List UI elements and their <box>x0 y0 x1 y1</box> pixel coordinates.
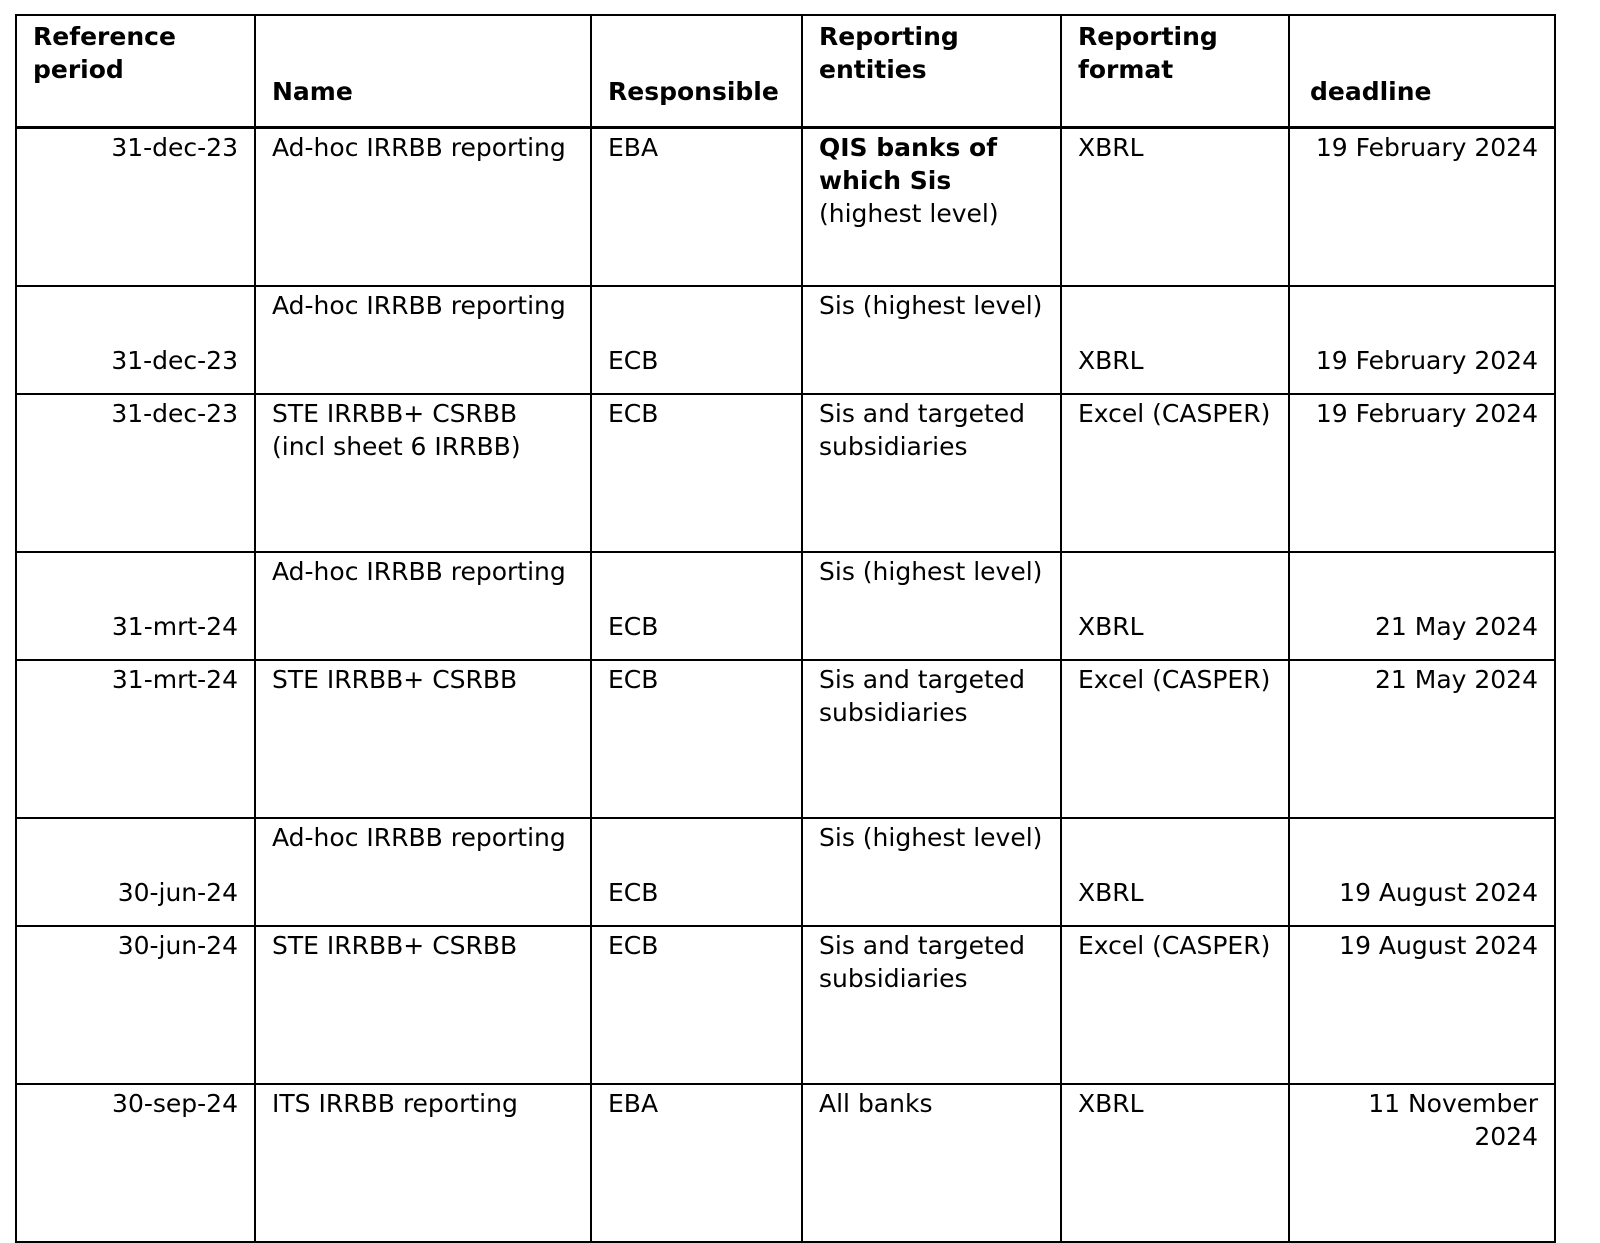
table-row <box>16 818 1555 926</box>
cell-deadline: 19 February 2024 <box>1289 286 1555 394</box>
header-reference-period: Reference period <box>16 15 255 128</box>
cell-format: XBRL <box>1061 552 1289 660</box>
cell-name: ITS IRRBB reporting <box>255 1084 591 1242</box>
table-row <box>16 394 1555 552</box>
cell-format: Excel (CASPER) <box>1061 394 1289 552</box>
cell-format: Excel (CASPER) <box>1061 926 1289 1084</box>
cell-deadline: 21 May 2024 <box>1289 552 1555 660</box>
table-row <box>16 552 1555 660</box>
cell-deadline: 11 November 2024 <box>1289 1084 1555 1242</box>
header-responsible: Responsible <box>591 15 802 128</box>
cell-period: 31-dec-23 <box>16 128 255 287</box>
cell-name: STE IRRBB+ CSRBB <box>255 926 591 1084</box>
cell-entities: Sis (highest level) <box>802 552 1061 660</box>
table-row <box>16 660 1555 818</box>
cell-period: 31-dec-23 <box>16 394 255 552</box>
cell-entities: Sis and targeted subsidiaries <box>802 926 1061 1084</box>
cell-deadline: 19 August 2024 <box>1289 926 1555 1084</box>
cell-format: XBRL <box>1061 818 1289 926</box>
cell-period: 31-mrt-24 <box>16 552 255 660</box>
cell-name: Ad-hoc IRRBB reporting <box>255 552 591 660</box>
cell-deadline: 19 February 2024 <box>1289 128 1555 287</box>
cell-period: 31-dec-23 <box>16 286 255 394</box>
cell-responsible: ECB <box>591 926 802 1084</box>
cell-period: 30-sep-24 <box>16 1084 255 1242</box>
reporting-schedule-table <box>15 14 1556 1243</box>
cell-responsible: ECB <box>591 286 802 394</box>
cell-format: Excel (CASPER) <box>1061 660 1289 818</box>
cell-responsible: ECB <box>591 552 802 660</box>
cell-responsible: ECB <box>591 394 802 552</box>
header-name: Name <box>255 15 591 128</box>
table-row <box>16 286 1555 394</box>
header-deadline: deadline <box>1289 15 1555 128</box>
table-row <box>16 1084 1555 1242</box>
cell-entities: Sis and targeted subsidiaries <box>802 394 1061 552</box>
header-row <box>16 15 1555 128</box>
cell-entities: Sis (highest level) <box>802 286 1061 394</box>
cell-entities: Sis and targeted subsidiaries <box>802 660 1061 818</box>
cell-name: Ad-hoc IRRBB reporting <box>255 128 591 287</box>
cell-deadline: 21 May 2024 <box>1289 660 1555 818</box>
cell-entities-rest: (highest level) <box>819 199 999 228</box>
cell-entities <box>802 128 1061 287</box>
cell-entities: All banks <box>802 1084 1061 1242</box>
table-row <box>16 926 1555 1084</box>
cell-format: XBRL <box>1061 1084 1289 1242</box>
table-row <box>16 128 1555 287</box>
header-reporting-format: Reporting format <box>1061 15 1289 128</box>
cell-format: XBRL <box>1061 286 1289 394</box>
cell-period: 30-jun-24 <box>16 818 255 926</box>
cell-name: STE IRRBB+ CSRBB <box>255 660 591 818</box>
header-reporting-entities: Reporting entities <box>802 15 1061 128</box>
cell-responsible: ECB <box>591 818 802 926</box>
cell-responsible: ECB <box>591 660 802 818</box>
cell-period: 31-mrt-24 <box>16 660 255 818</box>
cell-responsible: EBA <box>591 128 802 287</box>
cell-name: Ad-hoc IRRBB reporting <box>255 818 591 926</box>
cell-name: STE IRRBB+ CSRBB (incl sheet 6 IRRBB) <box>255 394 591 552</box>
cell-period: 30-jun-24 <box>16 926 255 1084</box>
cell-name: Ad-hoc IRRBB reporting <box>255 286 591 394</box>
cell-deadline: 19 February 2024 <box>1289 394 1555 552</box>
cell-entities-bold: QIS banks of which Sis <box>819 133 998 195</box>
cell-deadline: 19 August 2024 <box>1289 818 1555 926</box>
cell-entities: Sis (highest level) <box>802 818 1061 926</box>
cell-responsible: EBA <box>591 1084 802 1242</box>
cell-format: XBRL <box>1061 128 1289 287</box>
